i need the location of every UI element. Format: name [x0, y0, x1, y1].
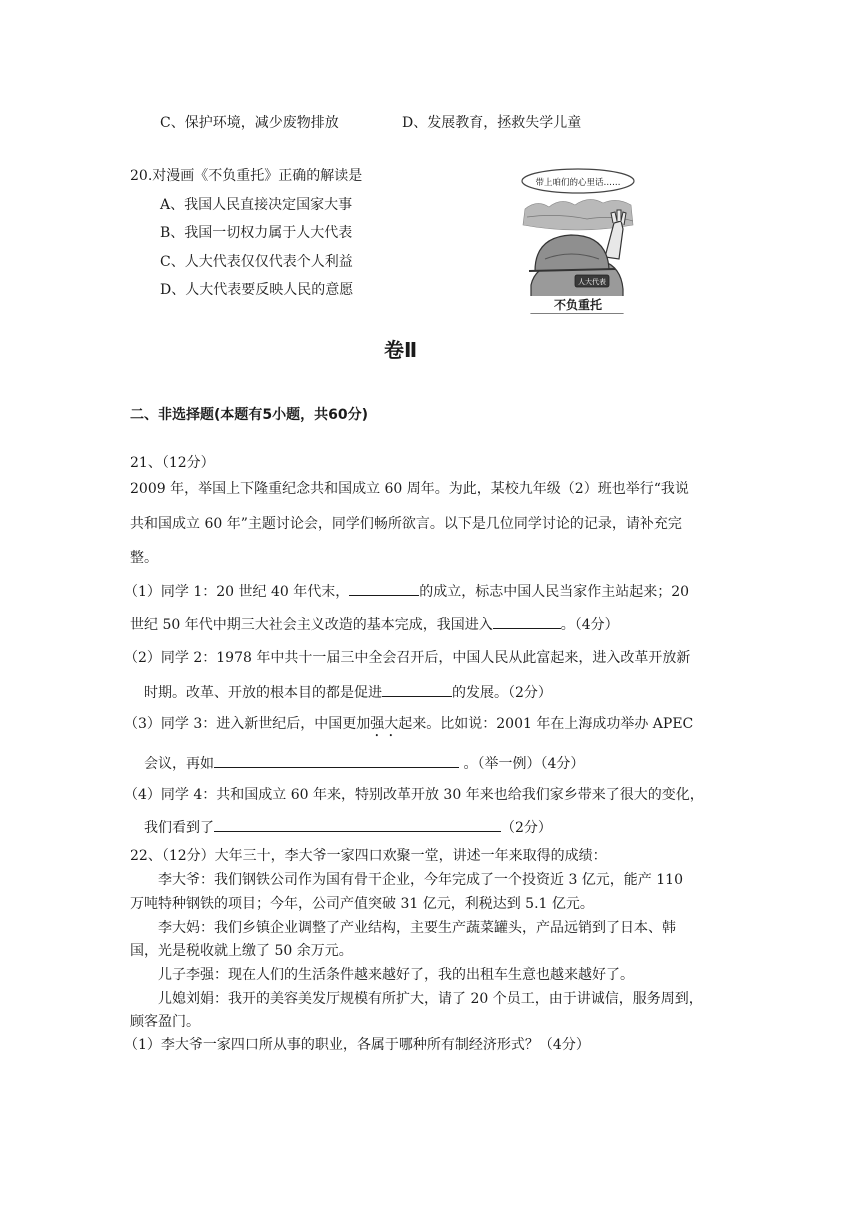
q20-option-d: D、人大代表要反映人民的意愿	[160, 282, 354, 298]
q22-p1-line2: 万吨特种钢铁的项目；今年，公司产值突破 31 亿元，利税达到 5.1 亿元。	[130, 896, 594, 912]
cartoon-badge-text: 人大代表	[578, 278, 606, 286]
q21-sub1-text-b: 的成立，标志中国人民当家作主站起来；20	[419, 584, 690, 600]
q19-option-c: C、保护环境，减少废物排放	[160, 115, 339, 131]
q21-sub1-text-a: （1）同学 1：20 世纪 40 年代末，	[124, 584, 350, 600]
q20-option-a: A、我国人民直接决定国家大事	[160, 197, 353, 213]
q21-sub3-text-d: 。（举一例）（4分）	[459, 756, 585, 772]
q21-intro-line2: 共和国成立 60 年”主题讨论会，同学们畅所欲言。以下是几位同学讨论的记录，请补充完	[130, 516, 682, 532]
q20-stem: 20.对漫画《不负重托》正确的解读是	[130, 168, 363, 184]
volume-title: 卷Ⅱ	[384, 338, 418, 362]
cartoon-bubble-text: 带上咱们的心里话……	[535, 178, 621, 188]
q21-sub1-blank1[interactable]	[349, 580, 419, 596]
q21-sub1-blank2[interactable]	[493, 613, 561, 629]
q22-p2-line1: 李大妈：我们乡镇企业调整了产业结构，主要生产蔬菜罐头，产品远销到了日本、韩	[158, 920, 676, 936]
q21-sub3-emphasis: 强大	[370, 716, 399, 732]
q22-sub1: （1）李大爷一家四口所从事的职业，各属于哪种所有制经济形式？（4分）	[124, 1037, 590, 1053]
q22-p1-line1: 李大爷：我们钢铁公司作为国有骨干企业，今年完成了一个投资近 3 亿元，能产 110	[158, 872, 683, 888]
q21-header: 21、（12分）	[130, 455, 215, 471]
q21-sub3-blank[interactable]	[214, 752, 459, 768]
q20-option-b: B、我国一切权力属于人大代表	[160, 225, 353, 241]
q21-sub3-text-a: （3）同学 3：进入新世纪后，中国更加	[124, 716, 371, 732]
section-title: 二、非选择题(本题有5小题，共60分)	[130, 407, 369, 423]
cartoon-illustration	[517, 163, 639, 315]
q22-p4-line2: 顾客盈门。	[130, 1014, 200, 1030]
q21-sub3-text-c: 会议，再如	[144, 756, 214, 772]
q21-sub2-text-a: 时期。改革、开放的根本目的都是促进	[144, 685, 382, 701]
q21-sub3-line1	[124, 713, 693, 740]
q21-sub4-text-a: 我们看到了	[144, 820, 214, 836]
q22-p3-line1: 儿子李强：现在人们的生活条件越来越好了，我的出租车生意也越来越好了。	[158, 967, 634, 983]
q20-option-c: C、人大代表仅仅代表个人利益	[160, 254, 353, 270]
q21-sub1-text-d: 。（4分）	[560, 617, 619, 633]
q21-sub3-text-b: 起来。比如说：2001 年在上海成功举办 APEC	[398, 716, 694, 732]
q21-sub3-line2	[144, 752, 584, 773]
q19-option-d: D、发展教育，拯救失学儿童	[402, 115, 582, 131]
q21-sub4-blank[interactable]	[214, 816, 501, 832]
q21-sub1-line2	[130, 613, 619, 634]
q22-p4-line1: 儿媳刘娟：我开的美容美发厅规模有所扩大，请了 20 个员工，由于讲诚信，服务周到，	[158, 991, 703, 1007]
q22-header-line: 22、（12分）大年三十，李大爷一家四口欢聚一堂，讲述一年来取得的成绩：	[130, 848, 607, 864]
q21-sub4-text-b: （2分）	[501, 820, 552, 836]
q21-sub1-line1	[124, 580, 689, 601]
q21-sub2-line2	[144, 681, 552, 702]
q21-sub4-line1: （4）同学 4：共和国成立 60 年来，特别改革开放 30 年来也给我们家乡带来了很大的变化，	[124, 787, 704, 803]
cartoon-caption: 不负重托	[517, 296, 639, 313]
q21-sub1-text-c: 世纪 50 年代中期三大社会主义改造的基本完成，我国进入	[130, 617, 493, 633]
q22-p2-line2: 国，光是税收就上缴了 50 余万元。	[130, 943, 353, 959]
q21-sub2-line1: （2）同学 2：1978 年中共十一届三中全会召开后，中国人民从此富起来，进入改革开放新	[124, 650, 691, 666]
q21-intro-line1: 2009 年，举国上下隆重纪念共和国成立 60 周年。为此，某校九年级（2）班也举行“我说	[130, 481, 689, 497]
q21-sub2-text-b: 的发展。（2分）	[452, 685, 552, 701]
q21-sub2-blank[interactable]	[382, 681, 452, 697]
q21-sub4-line2	[144, 816, 552, 837]
cartoon-figure	[517, 163, 639, 315]
q21-intro-line3: 整。	[130, 550, 158, 566]
